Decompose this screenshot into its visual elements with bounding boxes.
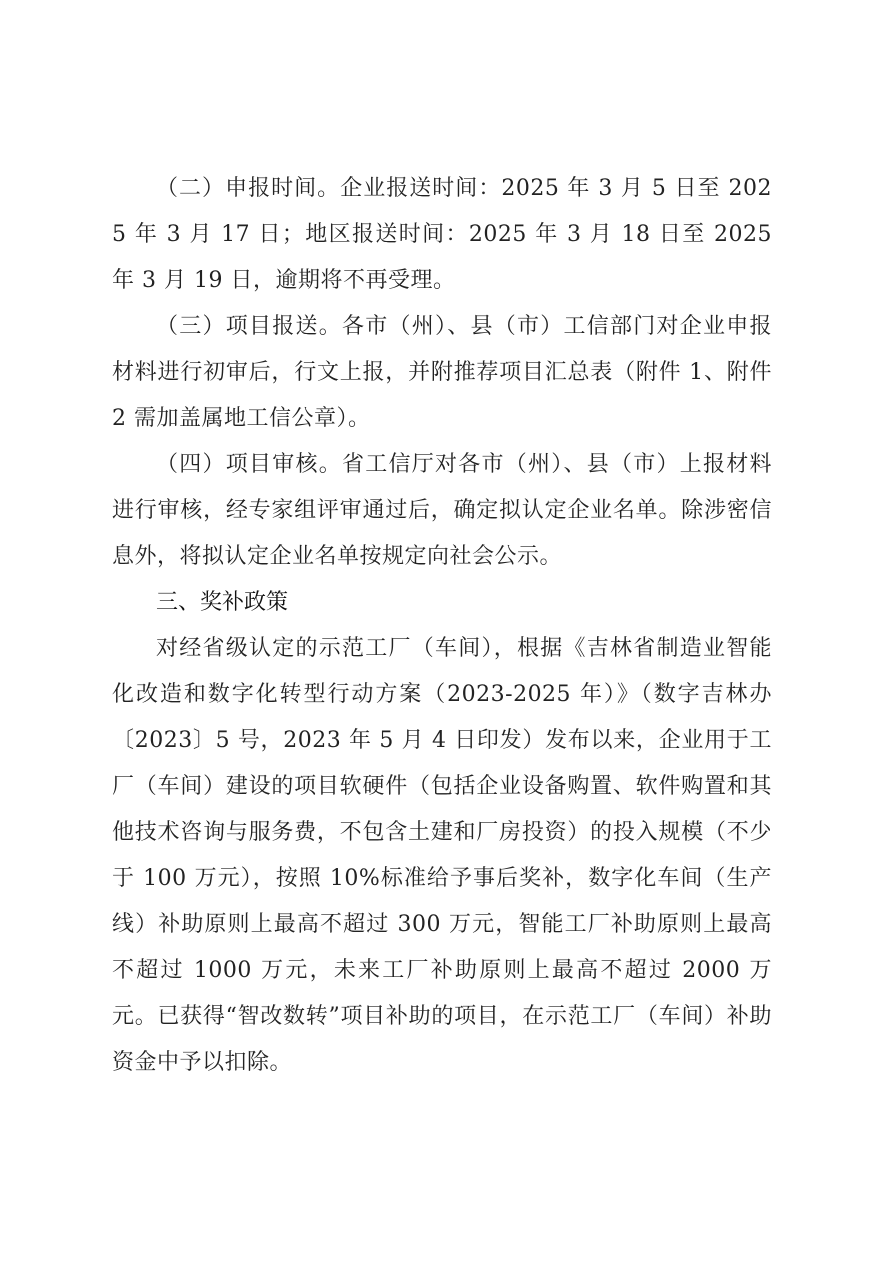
paragraph-subsidy-policy: 对经省级认定的示范工厂（车间），根据《吉林省制造业智能化改造和数字化转型行动方案（2023-2025 年）》（数字吉林办〔2023〕5 号，2023 年 5 月 4 日印发）发布以来，企业用于工厂（车间）建设的项目软硬件（包括企业设备购置、软件购置和其他技术咨询与服务费，不包含土建和厂房投资）的投入规模（不少于 100 万元），按照 10%标准给予事后奖补，数字化车间（生产线）补助原则上最高不超过 300 万元，智能工厂补助原则上最高不超过 1000 万元，未来工厂补助原则上最高不超过 2000 万元。已获得“智改数转”项目补助的项目，在示范工厂（车间）补助资金中予以扣除。 xyxy=(112,636,772,1075)
paragraph-project-submission: （三）项目报送。各市（州）、县（市）工信部门对企业申报材料进行初审后，行文上报，并附推荐项目汇总表（附件 1、附件 2 需加盖属地工信公章）。 xyxy=(112,314,772,431)
document-body xyxy=(112,166,772,1086)
paragraph-project-review: （四）项目审核。省工信厅对各市（州）、县（市）上报材料进行审核，经专家组评审通过后，确定拟认定企业名单。除涉密信息外，将拟认定企业名单按规定向社会公示。 xyxy=(112,452,772,569)
paragraph-submission-time: （二）申报时间。企业报送时间：2025 年 3 月 5 日至 2025 年 3 月 17 日；地区报送时间：2025 年 3 月 18 日至 2025 年 3 月 19 日，逾期将不再受理。 xyxy=(112,176,772,293)
section-heading-subsidy-policy: 三、奖补政策 xyxy=(156,590,289,615)
